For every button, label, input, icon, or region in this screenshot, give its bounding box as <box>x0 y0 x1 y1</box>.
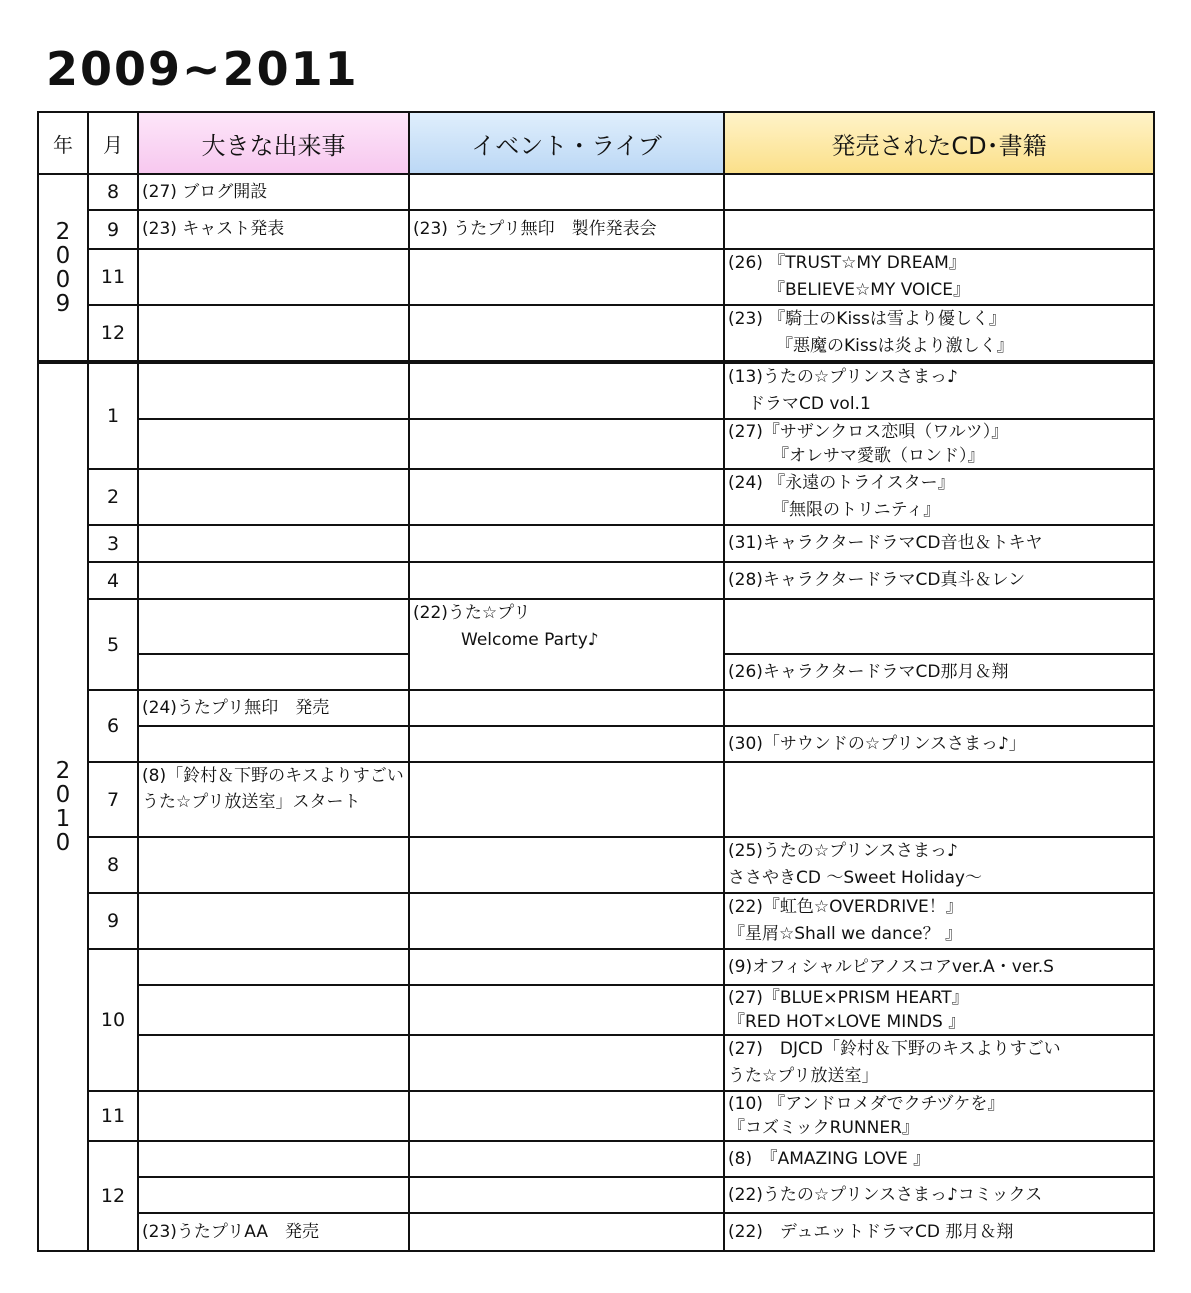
live-cell <box>409 837 724 893</box>
release-cell <box>724 893 1154 949</box>
release-cell <box>724 599 1154 654</box>
live-cell <box>409 362 724 419</box>
header-releases: 発売されたCD･書籍 <box>724 112 1154 174</box>
table-row <box>38 599 1154 654</box>
event-cell <box>138 1177 409 1213</box>
live-cell <box>409 469 724 525</box>
table-row <box>38 726 1154 762</box>
month-cell: 3 <box>88 525 138 562</box>
event-cell <box>138 949 409 985</box>
table-row <box>38 1177 1154 1213</box>
release-cell <box>724 1091 1154 1141</box>
month-cell: 4 <box>88 562 138 599</box>
table-row <box>38 469 1154 525</box>
table-row <box>38 1141 1154 1177</box>
month-cell: 8 <box>88 837 138 893</box>
live-line: (22)うた☆プリ <box>413 603 531 623</box>
event-cell <box>138 726 409 762</box>
table-row <box>38 893 1154 949</box>
event-cell <box>138 469 409 525</box>
live-cell <box>409 949 724 985</box>
event-cell <box>138 1091 409 1141</box>
release-line: 『悪魔のKissは炎より激しく』 <box>776 336 1014 356</box>
month-cell: 6 <box>88 690 138 762</box>
live-cell <box>409 1141 724 1177</box>
release-cell <box>724 690 1154 726</box>
release-line: うた☆プリ放送室」 <box>728 1066 879 1086</box>
release-cell <box>724 174 1154 210</box>
event-cell: (23) キャスト発表 <box>138 210 409 249</box>
table-row <box>38 1213 1154 1251</box>
year-digits: 2010 <box>55 758 71 856</box>
header-live: イベント・ライブ <box>409 112 724 174</box>
table-row <box>38 210 1154 249</box>
event-cell <box>138 419 409 469</box>
live-cell <box>409 690 724 726</box>
table-row <box>38 762 1154 837</box>
live-cell <box>409 893 724 949</box>
table-row <box>38 837 1154 893</box>
release-line: (13)うたの☆プリンスさまっ♪ <box>728 367 958 387</box>
table-row <box>38 419 1154 469</box>
release-line: 『オレサマ愛歌（ロンド）』 <box>772 446 985 466</box>
month-cell: 9 <box>88 893 138 949</box>
page-title: 2009~2011 <box>46 42 359 96</box>
month-cell: 8 <box>88 174 138 210</box>
release-line: (27)『サザンクロス恋唄（ワルツ）』 <box>728 422 1009 442</box>
event-cell: (23)うたプリAA 発売 <box>138 1213 409 1251</box>
release-line: 『コズミックRUNNER』 <box>728 1118 919 1138</box>
live-cell <box>409 305 724 362</box>
release-line: (26) 『TRUST☆MY DREAM』 <box>728 253 966 273</box>
release-line: 『BELIEVE☆MY VOICE』 <box>768 280 971 300</box>
release-line: 『星屑☆Shall we dance？ 』 <box>728 924 963 944</box>
release-cell: (30)「サウンドの☆プリンスさまっ♪」 <box>724 726 1154 762</box>
release-cell <box>724 469 1154 525</box>
month-cell: 10 <box>88 949 138 1091</box>
header-row <box>38 112 1154 174</box>
event-cell: (24)うたプリ無印 発売 <box>138 690 409 726</box>
event-cell <box>138 305 409 362</box>
event-cell <box>138 654 409 690</box>
year-cell-2009 <box>38 174 88 362</box>
release-cell <box>724 362 1154 419</box>
live-cell <box>409 1177 724 1213</box>
release-cell: (9)オフィシャルピアノスコアver.A・ver.S <box>724 949 1154 985</box>
release-line: (27) DJCD「鈴村＆下野のキスよりすごい <box>728 1039 1061 1059</box>
live-cell <box>409 599 724 690</box>
month-cell: 11 <box>88 249 138 305</box>
release-cell <box>724 419 1154 469</box>
event-cell <box>138 562 409 599</box>
live-cell <box>409 1091 724 1141</box>
release-cell: (31)キャラクタードラマCD音也＆トキヤ <box>724 525 1154 562</box>
month-cell: 7 <box>88 762 138 837</box>
release-line: (27)『BLUE×PRISM HEART』 <box>728 988 969 1008</box>
table-row <box>38 362 1154 419</box>
timeline-table <box>37 111 1155 1252</box>
release-line: (10) 『アンドロメダでクチヅケを』 <box>728 1094 1005 1114</box>
release-line: (22)『虹色☆OVERDRIVE！』 <box>728 897 963 917</box>
live-cell <box>409 562 724 599</box>
month-cell: 2 <box>88 469 138 525</box>
event-cell: (8)「鈴村＆下野のキスよりすごいうた☆プリ放送室」スタート <box>138 762 409 837</box>
release-cell <box>724 837 1154 893</box>
live-cell <box>409 419 724 469</box>
event-cell <box>138 249 409 305</box>
month-cell: 1 <box>88 362 138 469</box>
event-cell <box>138 837 409 893</box>
release-cell: (22)うたの☆プリンスさまっ♪コミックス <box>724 1177 1154 1213</box>
month-cell: 12 <box>88 1141 138 1251</box>
header-year: 年 <box>38 112 88 174</box>
event-cell: (27) ブログ開設 <box>138 174 409 210</box>
release-cell <box>724 1035 1154 1091</box>
release-line: (25)うたの☆プリンスさまっ♪ <box>728 841 958 861</box>
table-row <box>38 525 1154 562</box>
table-row <box>38 1035 1154 1091</box>
live-cell <box>409 174 724 210</box>
table-row <box>38 249 1154 305</box>
live-cell <box>409 985 724 1035</box>
live-line: Welcome Party♪ <box>461 630 599 650</box>
release-cell <box>724 305 1154 362</box>
event-cell <box>138 1141 409 1177</box>
event-cell <box>138 1035 409 1091</box>
month-cell: 12 <box>88 305 138 362</box>
release-line: ドラマCD vol.1 <box>748 394 871 414</box>
release-cell <box>724 985 1154 1035</box>
release-line: 『RED HOT×LOVE MINDS 』 <box>728 1012 966 1032</box>
table-row <box>38 949 1154 985</box>
live-cell <box>409 1213 724 1251</box>
release-cell <box>724 249 1154 305</box>
release-cell: (28)キャラクタードラマCD真斗＆レン <box>724 562 1154 599</box>
event-cell <box>138 893 409 949</box>
release-cell: (26)キャラクタードラマCD那月＆翔 <box>724 654 1154 690</box>
month-cell: 5 <box>88 599 138 690</box>
release-cell: (22) デュエットドラマCD 那月＆翔 <box>724 1213 1154 1251</box>
table-row <box>38 985 1154 1035</box>
release-cell <box>724 762 1154 837</box>
event-cell <box>138 985 409 1035</box>
month-cell: 9 <box>88 210 138 249</box>
month-cell: 11 <box>88 1091 138 1141</box>
release-line: (23) 『騎士のKissは雪より優しく』 <box>728 309 1006 329</box>
header-month: 月 <box>88 112 138 174</box>
event-cell <box>138 525 409 562</box>
live-cell <box>409 249 724 305</box>
event-cell <box>138 362 409 419</box>
live-cell <box>409 1035 724 1091</box>
live-cell <box>409 525 724 562</box>
live-cell <box>409 762 724 837</box>
year-cell-2010 <box>38 362 88 1251</box>
table-row <box>38 1091 1154 1141</box>
release-line: 『無限のトリニティ』 <box>772 500 941 520</box>
release-line: (24) 『永遠のトライスター』 <box>728 473 955 493</box>
header-events: 大きな出来事 <box>138 112 409 174</box>
table-row <box>38 305 1154 362</box>
live-cell <box>409 726 724 762</box>
table-row <box>38 690 1154 726</box>
event-cell <box>138 599 409 654</box>
table-row <box>38 174 1154 210</box>
table-row <box>38 562 1154 599</box>
release-cell <box>724 210 1154 249</box>
year-digits: 2009 <box>55 218 71 317</box>
release-line: ささやきCD ～Sweet Holiday～ <box>728 868 982 888</box>
release-cell: (8) 『AMAZING LOVE 』 <box>724 1141 1154 1177</box>
live-cell: (23) うたプリ無印 製作発表会 <box>409 210 724 249</box>
